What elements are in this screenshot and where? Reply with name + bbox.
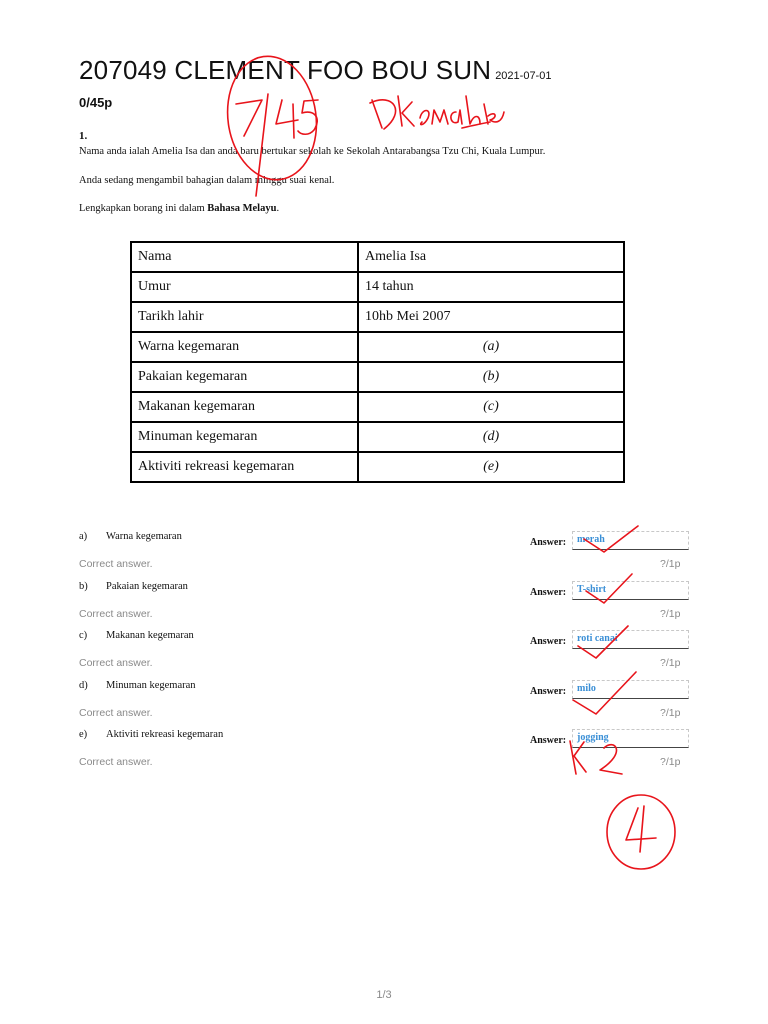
points-label: ?/1p — [660, 558, 681, 570]
answer-question-label — [79, 531, 182, 542]
page-number: 1/3 — [376, 989, 392, 1001]
answer-letter: b) — [79, 580, 88, 592]
info-table-row — [131, 362, 624, 392]
answer-value: milo — [577, 682, 596, 694]
instruction-text: Lengkapkan borang ini dalam — [79, 203, 208, 214]
answer-label-text: Makanan kegemaran — [106, 630, 194, 641]
info-table-label: Umur — [131, 272, 358, 302]
info-table-row — [131, 392, 624, 422]
info-table-label: Warna kegemaran — [131, 332, 358, 362]
answer-field[interactable] — [572, 630, 689, 649]
answer-label-text: Pakaian kegemaran — [106, 580, 188, 592]
correct-answer-status: Correct answer. — [79, 607, 153, 620]
answer-label-text: Warna kegemaran — [106, 531, 182, 542]
info-table-value: 10hb Mei 2007 — [358, 302, 624, 332]
answer-question-label — [79, 729, 223, 740]
answer-value: roti canai — [577, 633, 618, 644]
instruction-language: Bahasa Melayu — [207, 203, 277, 214]
answer-question-label — [79, 581, 188, 592]
info-table-value: (b) — [358, 362, 624, 392]
student-info-table — [130, 241, 625, 483]
answer-letter: a) — [79, 531, 88, 542]
info-table-value: 14 tahun — [358, 272, 624, 302]
info-table-row — [131, 452, 624, 482]
info-table-value: Amelia Isa — [358, 242, 624, 272]
answer-field[interactable] — [572, 680, 689, 699]
answer-value: T-shirt — [577, 583, 607, 595]
points-label: ?/1p — [660, 756, 681, 768]
info-table-value: (c) — [358, 392, 624, 422]
answer-caption: Answer: — [530, 537, 567, 548]
student-name: 207049 CLEMENT FOO BOU SUN — [79, 55, 492, 85]
answer-value: jogging — [577, 732, 609, 743]
info-table-label: Tarikh lahir — [131, 302, 358, 332]
answer-field[interactable] — [572, 581, 689, 600]
points-label: ?/1p — [660, 657, 681, 669]
info-table-value: (a) — [358, 332, 624, 362]
signature-mark — [370, 96, 504, 129]
info-table-value: (d) — [358, 422, 624, 452]
answer-field[interactable] — [572, 729, 689, 748]
correct-answer-status: Correct answer. — [79, 706, 153, 719]
instruction-end: . — [276, 203, 280, 214]
answer-question-label — [79, 680, 196, 691]
info-table-label: Minuman kegemaran — [131, 422, 358, 452]
info-table-label: Pakaian kegemaran — [131, 362, 358, 392]
info-table-row — [131, 242, 624, 272]
question-number: 1. — [79, 130, 88, 142]
correct-answer-status: Correct answer. — [79, 756, 153, 768]
info-table-label: Aktiviti rekreasi kegemaran — [131, 452, 358, 482]
answer-caption: Answer: — [530, 586, 567, 598]
answer-caption: Answer: — [530, 685, 567, 697]
points-label: ?/1p — [660, 607, 681, 620]
answer-value: merah — [577, 534, 605, 545]
answer-letter: d) — [79, 679, 88, 691]
answer-letter: e) — [79, 729, 88, 740]
answer-field[interactable] — [572, 531, 689, 550]
total-circle-mark — [607, 795, 675, 869]
instruction-paragraph — [79, 203, 279, 214]
info-table-label: Nama — [131, 242, 358, 272]
score-label: 0/45p — [79, 95, 113, 110]
info-table-value: (e) — [358, 452, 624, 482]
info-table-label: Makanan kegemaran — [131, 392, 358, 422]
correct-answer-status: Correct answer. — [79, 558, 153, 570]
points-label: ?/1p — [660, 706, 681, 719]
answer-label-text: Aktiviti rekreasi kegemaran — [106, 729, 224, 740]
info-table-row — [131, 332, 624, 362]
answer-question-label — [79, 630, 194, 641]
page-title — [79, 55, 551, 86]
exam-date: 2021-07-01 — [495, 70, 552, 82]
intro-paragraph-2: Anda sedang mengambil bahagian dalam minggu suai kenal. — [79, 175, 335, 186]
answer-label-text: Minuman kegemaran — [106, 679, 196, 691]
info-table-row — [131, 422, 624, 452]
answer-caption: Answer: — [530, 735, 567, 746]
intro-paragraph-1: Nama anda ialah Amelia Isa dan anda baru bertukar sekolah ke Sekolah Antarabangsa Tzu Chi, Kuala Lumpur. — [79, 146, 546, 157]
info-table-row — [131, 272, 624, 302]
info-table-row — [131, 302, 624, 332]
correct-answer-status: Correct answer. — [79, 657, 153, 669]
answer-letter: c) — [79, 630, 88, 641]
answer-caption: Answer: — [530, 636, 567, 647]
